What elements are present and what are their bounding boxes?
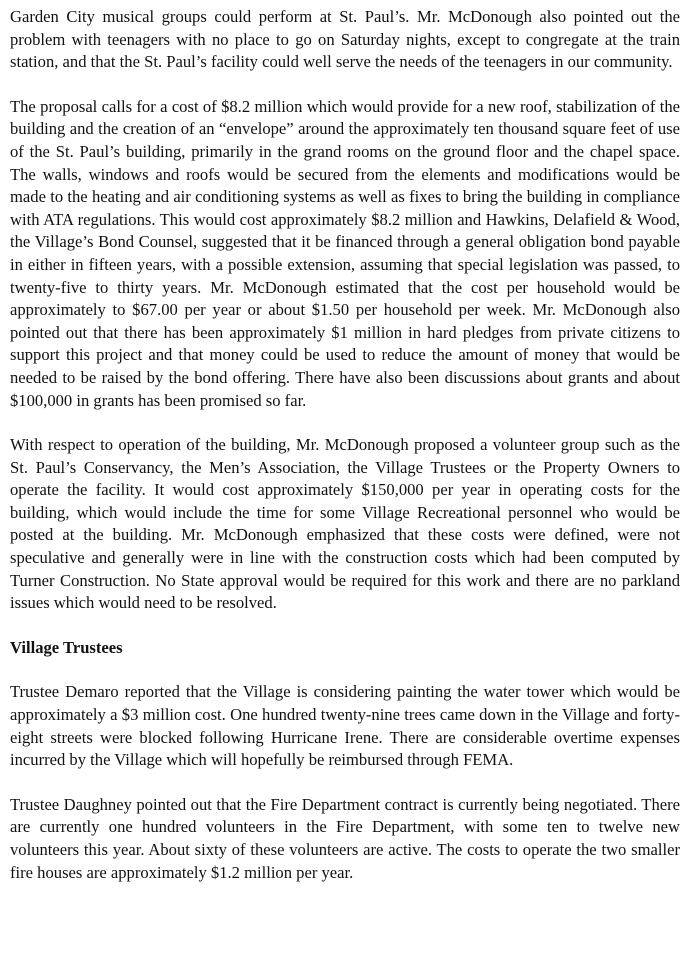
paragraph-building-operation: With respect to operation of the building, Mr. McDonough proposed a volunteer group such as the St. Paul’s Conservancy, the Men’s Association, the Village Trustees or the Property Owners to operate the facility. It would cost approximately $150,000 per year in operating costs for the building, which would include the time for some Village Recreational personnel who would be posted at the building. Mr. McDonough emphasized that these costs were defined, were not speculative and generally were in line with the construction costs which had been computed by Turner Construction. No State approval would be required for this work and there are no parkland issues which would need to be resolved. <box>10 435 680 613</box>
section-heading-village-trustees: Village Trustees <box>10 637 123 657</box>
paragraph-musical-groups-teenagers: Garden City musical groups could perform at St. Paul’s. Mr. McDonough also pointed out the problem with teenagers with no place to go on Saturday nights, except to congregate at the train station, and that the St. Paul’s facility could well serve the needs of the teenagers in our community. <box>10 7 680 72</box>
paragraph-trustee-daughney: Trustee Daughney pointed out that the Fire Department contract is currently being negotiated. There are currently one hundred volunteers in the Fire Department, with some ten to twelve new volunteers this year. About sixty of these volunteers are active. The costs to operate the two smaller fire houses are approximately $1.2 million per year. <box>10 794 680 882</box>
paragraph-trustee-demaro: Trustee Demaro reported that the Village is considering painting the water tower which would be approximately a $3 million cost. One hundred twenty-nine trees came down in the Village and forty-eight streets were blocked following Hurricane Irene. There are considerable overtime expenses incurred by the Village which will hopefully be reimbursed through FEMA. <box>10 682 680 770</box>
paragraph-proposal-cost: The proposal calls for a cost of $8.2 million which would provide for a new roof, stabilization of the building and the creation of an “envelope” around the approximately ten thousand square feet of use of the St. Paul’s building, primarily in the grand rooms on the ground floor and the chapel space. The walls, windows and roofs would be secured from the elements and modifications would be made to the heating and air conditioning systems as well as fixes to bring the building in compliance with ATA regulations. This would cost approximately $8.2 million and Hawkins, Delafield & Wood, the Village’s Bond Counsel, suggested that it be financed through a general obligation bond payable in either in fifteen years, with a possible extension, assuming that special legislation was passed, to twenty-five to thirty years. Mr. McDonough estimated that the cost per household would be approximately to $67.00 per year or about $1.50 per household per week. Mr. McDonough also pointed out that there has been approximately $1 million in hard pledges from private citizens to support this project and that money could be used to reduce the amount of money that would be needed to be raised by the bond offering. There have also been discussions about grants and about $100,000 in grants has been promised so far. <box>10 96 680 410</box>
document-page <box>10 6 680 884</box>
